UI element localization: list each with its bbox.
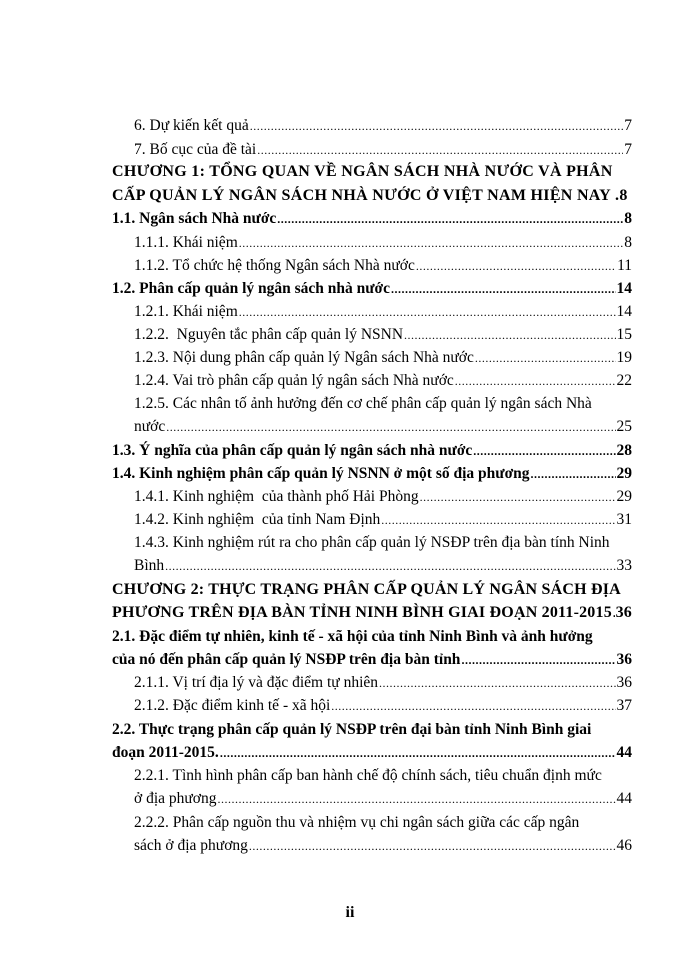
- toc-entry-page: 14: [616, 303, 632, 320]
- toc-entry-page: 15: [616, 326, 632, 343]
- toc-entry-title: 1.2.5. Các nhân tố ảnh hưởng đến cơ chế phân cấp quản lý ngân sách Nhà: [134, 395, 592, 412]
- toc-entry-title: 2.2.1. Tình hình phân cấp ban hành chế độ chính sách, tiêu chuẩn định mức: [134, 767, 602, 784]
- toc-leader-dots: [475, 348, 616, 368]
- toc-entry[interactable]: [112, 348, 632, 368]
- toc-entry-page: 37: [616, 697, 632, 714]
- toc-entry-page: .8: [615, 187, 628, 204]
- toc-entry-title: 1.2.2. Nguyên tắc phân cấp quản lý NSNN: [134, 326, 404, 343]
- toc-entry-page: 29: [616, 465, 632, 482]
- toc-entry[interactable]: [112, 464, 632, 484]
- toc-entry[interactable]: [112, 673, 632, 693]
- toc-entry[interactable]: [112, 279, 632, 299]
- toc-entry-title-cont: của nó đến phân cấp quản lý NSĐP trên địa bàn tỉnh: [112, 651, 461, 668]
- toc-entry[interactable]: [112, 394, 632, 414]
- toc-entry[interactable]: [112, 116, 632, 136]
- toc-entry-cont[interactable]: [112, 743, 632, 763]
- toc-leader-dots: [391, 279, 615, 299]
- toc-entry-page: 8: [624, 234, 632, 251]
- toc-leader-dots: [217, 789, 615, 809]
- toc-entry[interactable]: [112, 487, 632, 507]
- toc-chapter-heading-cont[interactable]: [112, 603, 632, 623]
- toc-entry-title: 2.1. Đặc điểm tự nhiên, kinh tế - xã hội của tỉnh Ninh Bình và ảnh hưởng: [112, 628, 593, 645]
- toc-entry-page: 33: [616, 557, 632, 574]
- toc-entry[interactable]: [112, 813, 632, 833]
- toc-entry-page: 7: [624, 141, 632, 158]
- toc-entry-page: 44: [616, 790, 632, 807]
- toc-leader-dots: [416, 256, 616, 276]
- toc-entry-cont[interactable]: [112, 556, 632, 576]
- toc-entry-title-cont: CẤP QUẢN LÝ NGÂN SÁCH NHÀ NƯỚC Ở VIỆT NAM HIỆN NAY: [112, 187, 612, 204]
- toc-leader-dots: [250, 116, 624, 136]
- toc-leader-dots: [404, 325, 615, 345]
- toc-entry-page: 31: [616, 511, 632, 528]
- toc-entry-title: 2.1.2. Đặc điểm kinh tế - xã hội: [134, 697, 331, 714]
- toc-entry-title: 7. Bố cục của đề tài: [134, 141, 257, 158]
- toc-entry-title: 6. Dự kiến kết quả: [134, 117, 249, 134]
- toc-leader-dots: [613, 603, 615, 623]
- toc-entry-page: 36: [616, 674, 632, 691]
- toc-entry-page: 14: [616, 280, 632, 297]
- toc-leader-dots: [165, 556, 615, 576]
- toc-entry-cont[interactable]: [112, 650, 632, 670]
- toc-leader-dots: [455, 371, 616, 391]
- toc-entry-title: 1.1.1. Khái niệm: [134, 234, 238, 251]
- toc-entry-title: 1.2.3. Nội dung phân cấp quản lý Ngân sách Nhà nước: [134, 349, 474, 366]
- toc-entry-title: 1.1.2. Tổ chức hệ thống Ngân sách Nhà nước: [134, 257, 415, 274]
- toc-entry-title: 2.2. Thực trạng phân cấp quản lý NSĐP trên đại bàn tỉnh Ninh Bình giai: [112, 721, 592, 738]
- toc-chapter-heading-cont[interactable]: [112, 186, 632, 206]
- toc-leader-dots: [220, 743, 616, 763]
- toc-entry-title-cont: ở địa phương: [134, 790, 217, 807]
- toc-entry[interactable]: [112, 140, 632, 160]
- toc-entry[interactable]: [112, 209, 632, 229]
- toc-entry-title-cont: đoạn 2011-2015.: [112, 744, 219, 761]
- toc-entry-title: CHƯƠNG 2: THỰC TRẠNG PHÂN CẤP QUẢN LÝ NGÂN SÁCH ĐỊA: [112, 581, 621, 598]
- toc-entry-title: 1.3. Ý nghĩa của phân cấp quản lý ngân sách nhà nước: [112, 442, 473, 459]
- page-number: ii: [345, 904, 355, 921]
- toc-entry-page: 36: [615, 604, 632, 621]
- toc-leader-dots: [381, 510, 615, 530]
- toc-entry-title: 1.4. Kinh nghiệm phân cấp quản lý NSNN ở một số địa phương: [112, 465, 530, 482]
- toc-entry-title: 2.2.2. Phân cấp nguồn thu và nhiệm vụ chi ngân sách giữa các cấp ngân: [134, 814, 580, 831]
- toc-entry-page: 11: [617, 257, 632, 274]
- toc-leader-dots: [420, 487, 616, 507]
- toc-leader-dots: [331, 696, 615, 716]
- toc-leader-dots: [461, 650, 615, 670]
- toc-entry[interactable]: [112, 371, 632, 391]
- toc-entry-cont[interactable]: [112, 789, 632, 809]
- toc-entry-page: 25: [616, 418, 632, 435]
- toc-entry-title: 1.4.1. Kinh nghiệm của thành phố Hải Phòng: [134, 488, 419, 505]
- toc-entry[interactable]: [112, 233, 632, 253]
- toc-leader-dots: [239, 302, 616, 322]
- toc-entry-page: 22: [616, 372, 632, 389]
- toc-entry-title: 1.2. Phân cấp quản lý ngân sách nhà nước: [112, 280, 391, 297]
- toc-entry-title-cont: Bình: [134, 557, 165, 574]
- toc-leader-dots: [239, 233, 624, 253]
- toc-entry[interactable]: [112, 302, 632, 322]
- toc-entry-page: 44: [616, 744, 632, 761]
- toc-entry-page: 46: [616, 837, 632, 854]
- toc-entry-title: 1.2.1. Khái niệm: [134, 303, 238, 320]
- toc-leader-dots: [277, 209, 623, 229]
- toc-entry-page: 19: [616, 349, 632, 366]
- toc-entry-page: 29: [616, 488, 632, 505]
- toc-entry-page: 28: [616, 442, 632, 459]
- toc-entry-title: 1.4.3. Kinh nghiệm rút ra cho phân cấp quản lý NSĐP trên địa bàn tính Ninh: [134, 534, 610, 551]
- toc-entry[interactable]: [112, 256, 632, 276]
- toc-entry[interactable]: [112, 510, 632, 530]
- toc-leader-dots: [379, 673, 615, 693]
- toc-entry-page: 7: [624, 117, 632, 134]
- toc-entry-title-cont: sách ở địa phương: [134, 837, 248, 854]
- toc-leader-dots: [257, 140, 623, 160]
- toc-entry-title-cont: nước: [134, 418, 166, 435]
- toc-leader-dots: [473, 441, 615, 461]
- toc-entry-page: 8: [624, 210, 632, 227]
- toc-entry-page: 36: [616, 651, 632, 668]
- toc-entry-title: 2.1.1. Vị trí địa lý và đặc điểm tự nhiên: [134, 674, 379, 691]
- toc-entry[interactable]: [112, 766, 632, 786]
- toc-entry[interactable]: [112, 441, 632, 461]
- toc-leader-dots: [166, 417, 615, 437]
- toc-entry-title: CHƯƠNG 1: TỔNG QUAN VỀ NGÂN SÁCH NHÀ NƯỚC VÀ PHÂN: [112, 163, 613, 180]
- toc-chapter-heading[interactable]: [112, 580, 632, 600]
- toc-entry[interactable]: [112, 325, 632, 345]
- toc-entry-title-cont: PHƯƠNG TRÊN ĐỊA BÀN TỈNH NINH BÌNH GIAI ĐOẠN 2011-2015: [112, 604, 612, 621]
- toc-entry[interactable]: [112, 627, 632, 647]
- toc-leader-dots: [531, 464, 616, 484]
- toc-leader-dots: [249, 836, 616, 856]
- toc-entry-title: 1.2.4. Vai trò phân cấp quản lý ngân sách Nhà nước: [134, 372, 454, 389]
- toc-entry[interactable]: [112, 696, 632, 716]
- toc-entry[interactable]: [112, 720, 632, 740]
- toc-entry-cont[interactable]: [112, 836, 632, 856]
- toc-entry[interactable]: [112, 533, 632, 553]
- toc-entry-title: 1.1. Ngân sách Nhà nước: [112, 210, 277, 227]
- toc-entry-cont[interactable]: [112, 417, 632, 437]
- toc-entry-title: 1.4.2. Kinh nghiệm của tỉnh Nam Định: [134, 511, 381, 528]
- toc-chapter-heading[interactable]: [112, 162, 632, 182]
